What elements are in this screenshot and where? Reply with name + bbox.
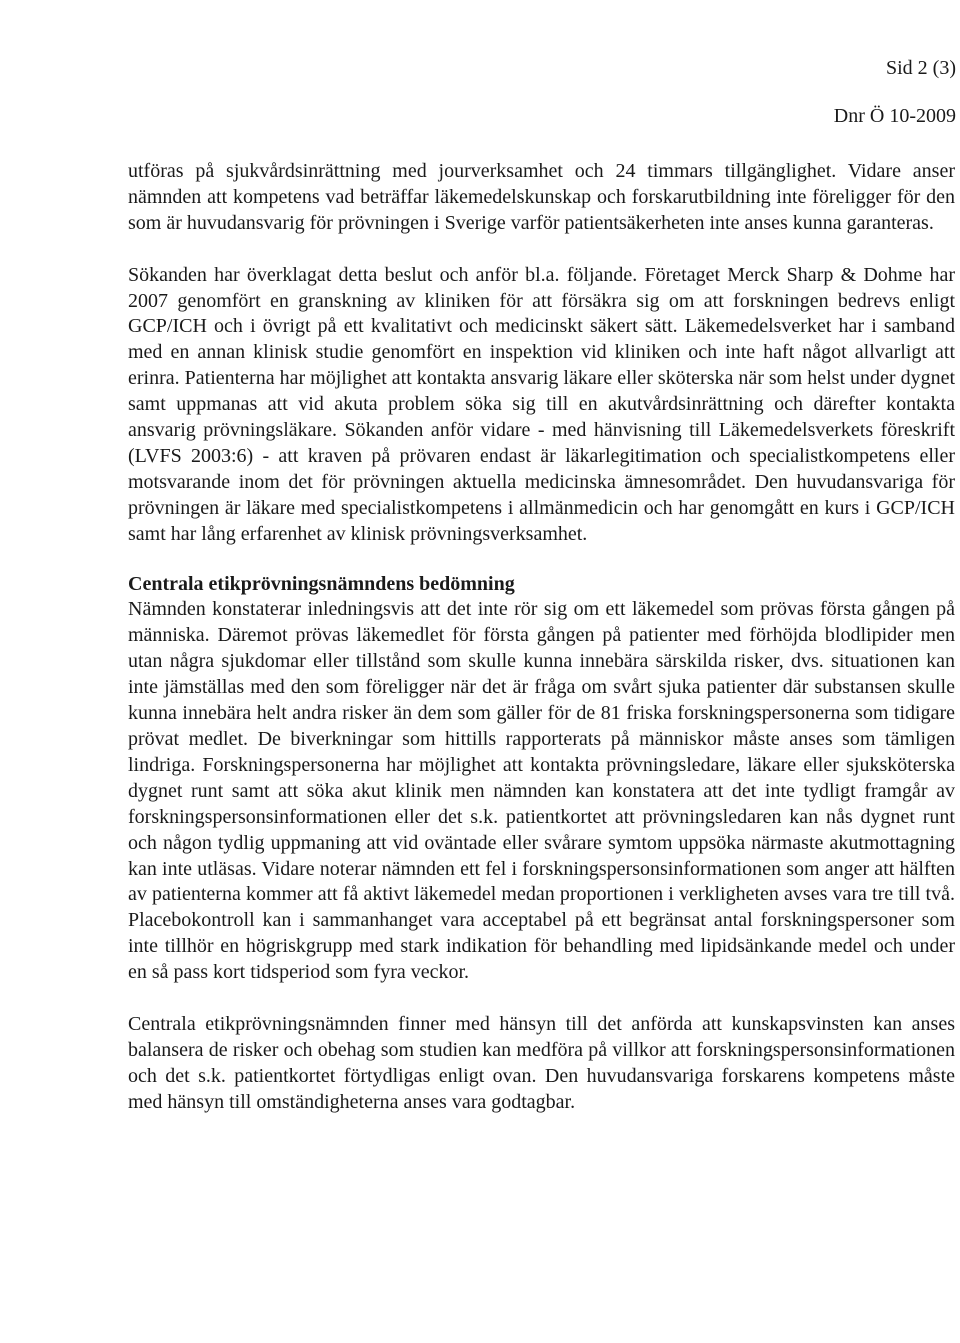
- document-body: [128, 159, 955, 1116]
- paragraph-appeal: Sökanden har överklagat detta beslut och anför bl.a. följande. Företaget Merck Sharp & Dohme har 2007 genomfört en granskning av kliniken för att försäkra sig om att forskningen bedrevs enligt GCP/ICH och i övrigt på ett kvalitativt och medicinskt säkert sätt. Läkemedelsverket har i samband med en annan klinisk studie genomfört en inspektion vid kliniken och inte haft något allvarligt att erinra. Patienterna har möjlighet att kontakta ansvarig läkare eller sköterska när som helst under dygnet samt uppmanas att vid akuta problem söka sig till en akutvårdsinrättning och därefter kontakta ansvarig prövningsläkare. Sökanden anför vidare - med hänvisning till Läkemedelsverkets föreskrift (LVFS 2003:6) - att kraven på prövaren endast är läkarlegitimation och specialistkompetens eller motsvarande inom det för prövningen aktuella medicinska ämnesområdet. Den huvudansvariga för prövningen är läkare med specialistkompetens i allmänmedicin och har genomgått en kurs i GCP/ICH samt har lång erfarenhet av klinisk prövningsverksamhet.: [128, 263, 955, 545]
- page-number: Sid 2 (3): [886, 57, 956, 79]
- page-header: [834, 56, 956, 128]
- paragraph-continuation: utföras på sjukvårdsinrättning med jourverksamhet och 24 timmars tillgänglighet. Vidare anser nämnden att kompetens vad beträffar läkemedelskunskap och forskarutbildning inte föreligger för den som är huvudansvarig för prövningen i Sverige varför patientsäkerheten inte anses kunna garanteras.: [128, 160, 955, 234]
- paragraph-conclusion: Centrala etikprövningsnämnden finner med hänsyn till det anförda att kunskapsvinsten kan anses balansera de risker och obehag som studien kan medföra på villkor att forskningspersonsinformationen och det s.k. patientkortet förtydligas enligt ovan. Den huvudansvariga forskarens kompetens måste med hänsyn till omständigheterna anses vara godtagbar.: [128, 1012, 955, 1113]
- case-number: Dnr Ö 10-2009: [833, 105, 956, 127]
- section-heading: Centrala etikprövningsnämndens bedömning: [128, 572, 515, 595]
- paragraph-assessment: Nämnden konstaterar inledningsvis att det inte rör sig om ett läkemedel som prövas första gången på människa. Däremot prövas läkemedlet för första gången på patienter med förhöjda blodlipider men utan några sjukdomar eller tillstånd som skulle kunna innebära särskilda risker, dvs. situationen kan inte jämställas med den som föreligger när det är fråga om svårt sjuka patienter där substansen skulle kunna innebära helt andra risker än dem som gäller för de 81 friska forskningspersonerna som tidigare prövat medlet. De biverkningar som hittills rapporterats på människor måste anses som tämligen lindriga. Forskningspersonerna har möjlighet att kontakta prövningsledare, läkare eller sjuksköterska dygnet runt samt att söka akut klinik men nämnden kan konstatera att det inte tydligt framgår av forskningspersonsinformationen eller det s.k. patientkortet att prövningsledaren kan nås dygnet runt och någon tydlig uppmaning att vid oväntade eller svårare symtom uppsöka närmaste akutmottagning kan inte utläsas. Vidare noterar nämnden ett fel i forskningspersonsinformationen som anger att hälften av patienterna kommer att få aktivt läkemedel medan proportionen i verkligheten avses vara tre till två. Placebokontroll kan i sammanhanget vara acceptabel på ett begränsat antal forskningspersoner som inte tillhör en högriskgrupp med stark indikation för behandling med lipidsänkande medel och under en så pass kort tidsperiod som fyra veckor.: [128, 598, 955, 984]
